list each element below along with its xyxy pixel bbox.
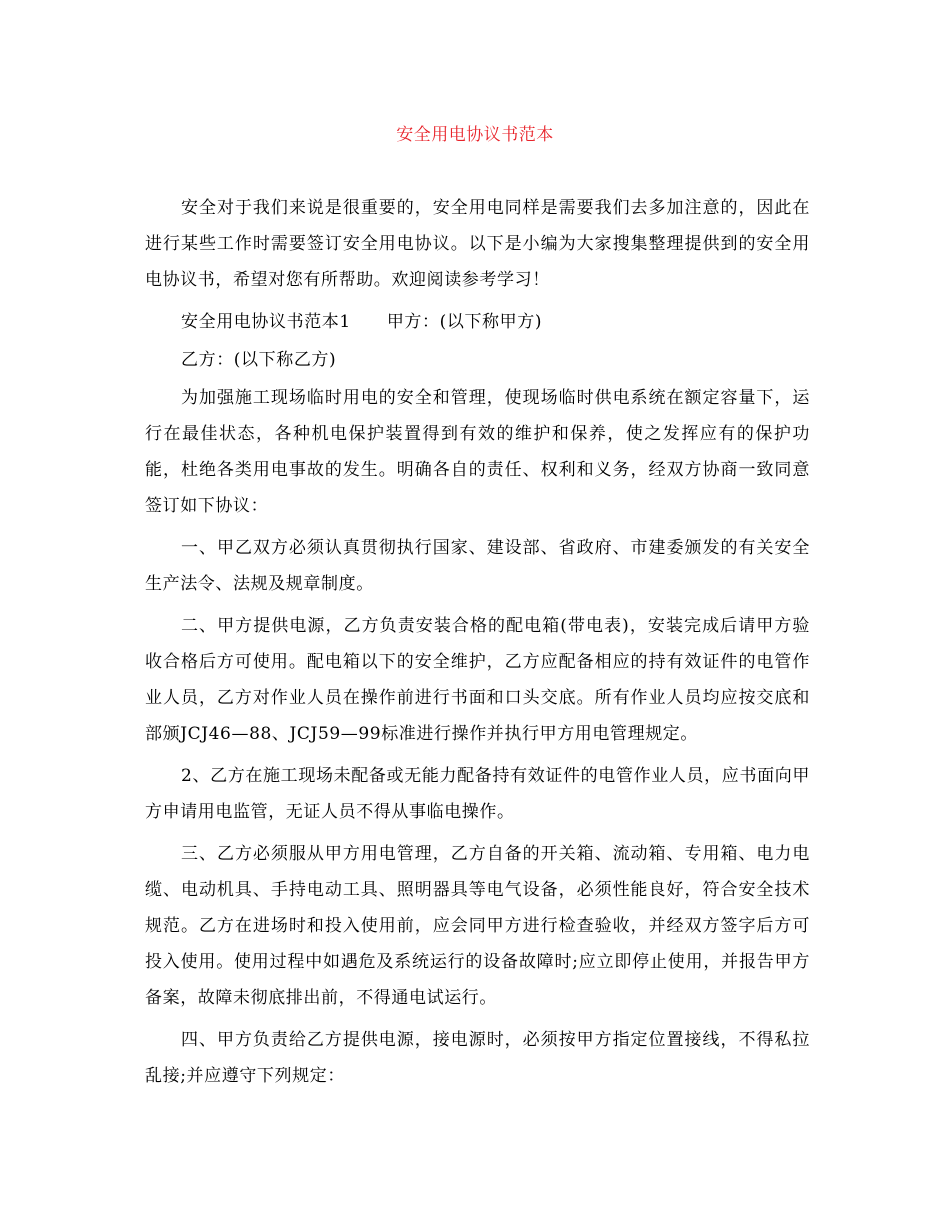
sample-heading-line bbox=[145, 304, 810, 340]
sample-heading: 安全用电协议书范本1 bbox=[181, 312, 351, 332]
party-a-line: 甲方：(以下称甲方) bbox=[386, 312, 543, 332]
clause-4: 四、甲方负责给乙方提供电源，接电源时，必须按甲方指定位置接线，不得私拉乱接;并应遵守下列规定： bbox=[145, 1030, 810, 1086]
party-b-line: 乙方：(以下称乙方) bbox=[181, 350, 337, 370]
preamble-paragraph: 为加强施工现场临时用电的安全和管理，使现场临时供电系统在额定容量下，运行在最佳状态，各种机电保护装置得到有效的维护和保养，使之发挥应有的保护功能，杜绝各类用电事故的发生。明确各自的责任、权利和义务，经双方协商一致同意签订如下协议： bbox=[145, 388, 810, 516]
document-body bbox=[145, 190, 810, 1100]
intro-paragraph: 安全对于我们来说是很重要的，安全用电同样是需要我们去多加注意的，因此在进行某些工作时需要签订安全用电协议。以下是小编为大家搜集整理提供到的安全用电协议书，希望对您有所帮助。欢迎阅读参考学习！ bbox=[145, 198, 810, 290]
clause-2: 二、甲方提供电源，乙方负责安装合格的配电箱(带电表)，安装完成后请甲方验收合格后方可使用。配电箱以下的安全维护，乙方应配备相应的持有效证件的电管作业人员，乙方对作业人员在操作前进行书面和口头交底。所有作业人员均应按交底和部颁JCJ46—88、JCJ59—99标准进行操作并执行甲方用电管理规定。 bbox=[145, 616, 810, 744]
clause-3: 三、乙方必须服从甲方用电管理，乙方自备的开关箱、流动箱、专用箱、电力电缆、电动机具、手持电动工具、照明器具等电气设备，必须性能良好，符合安全技术规范。乙方在进场时和投入使用前，应会同甲方进行检查验收，并经双方签字后方可投入使用。使用过程中如遇危及系统运行的设备故障时;应立即停止使用，并报告甲方备案，故障未彻底排出前，不得通电试运行。 bbox=[145, 844, 810, 1008]
document-title: 安全用电协议书范本 bbox=[396, 125, 554, 145]
clause-2-sub: 2、乙方在施工现场未配备或无能力配备持有效证件的电管作业人员，应书面向甲方申请用电监管，无证人员不得从事临电操作。 bbox=[145, 766, 810, 822]
clause-1: 一、甲乙双方必须认真贯彻执行国家、建设部、省政府、市建委颁发的有关安全生产法令、法规及规章制度。 bbox=[145, 538, 810, 594]
